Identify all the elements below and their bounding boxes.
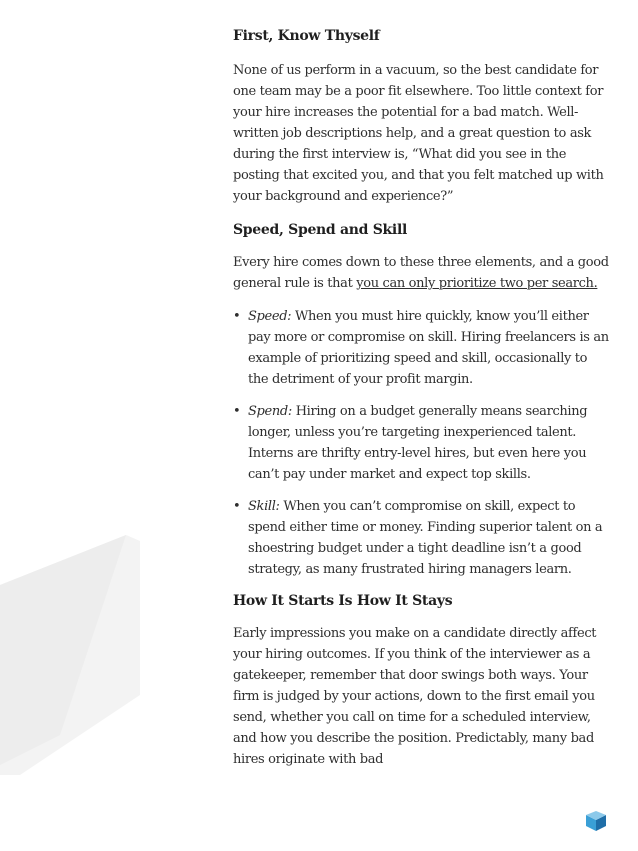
list-item-skill [233,496,611,580]
bullet-term: Speed: [248,309,292,324]
section-body-know-thyself: None of us perform in a vacuum, so the best candidate for one team may be a poor fit elsewhere. Too little context for your hire increases the potential for a bad match. Well-written job descriptions help, and a great question to ask during the first interview is, “What did you see in the posting that excited you, and that you felt matched up with your background and experience?” [233,63,604,204]
bullet-term: Skill: [248,499,280,514]
prioritize-link[interactable]: you can only prioritize two per search. [356,276,598,291]
bullet-term: Spend: [248,404,292,419]
bullet-list [233,306,611,580]
bullet-icon: • [233,404,241,419]
list-item-speed [233,306,611,390]
bullet-text: When you must hire quickly, know you’ll either pay more or compromise on skill. Hiring freelancers is an example of prioritizing speed and skill, occasionally to the detriment of your profit margin. [248,309,609,387]
intro-text: Every hire comes down to these three elements, and a good general rule is that [233,255,609,291]
bullet-icon: • [233,309,241,324]
section-body-how-it-starts: Early impressions you make on a candidate directly affect your hiring outcomes. If you think of the interviewer as a gatekeeper, remember that door swings both ways. Your firm is judged by your actions, down to the first email you send, whether you call on time for a scheduled interview, and how you describe the position. Predictably, many bad hires originate with bad [233,626,597,767]
bullet-text: Hiring on a budget generally means searching longer, unless you’re targeting inexperienced talent. Interns are thrifty entry-level hires, but even here you can’t pay under market and expect top skills. [248,404,588,482]
background-hexagon-shape [0,535,140,775]
bullet-text: When you can’t compromise on skill, expect to spend either time or money. Finding superior talent on a shoestring budget under a tight deadline isn’t a good strategy, as many frustrated hiring managers learn. [248,499,603,577]
section-heading-know-thyself: First, Know Thyself [233,28,380,44]
section-heading-speed-spend-skill: Speed, Spend and Skill [233,222,407,238]
list-item-spend [233,401,611,485]
article-content [233,26,611,770]
section-heading-how-it-starts: How It Starts Is How It Stays [233,593,453,609]
brand-book-logo-icon [586,811,606,831]
section-intro-speed-spend-skill [233,252,611,294]
bullet-icon: • [233,499,241,514]
